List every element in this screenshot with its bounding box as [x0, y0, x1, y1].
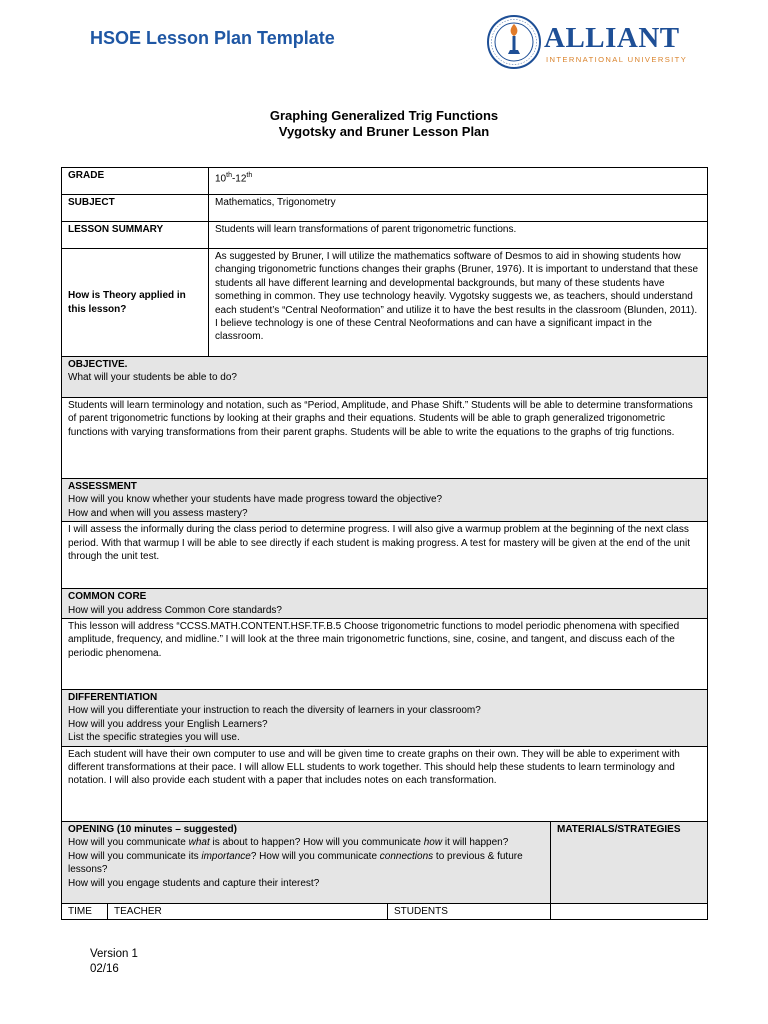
subject-label: SUBJECT [62, 195, 209, 222]
alliant-logo [486, 14, 696, 74]
lesson-summary-value: Students will learn transformations of parent trigonometric functions. [209, 222, 708, 249]
opening-question-2: How will you communicate its importance? How will you communicate connections to previous & future lessons? [68, 850, 523, 876]
document-title: Graphing Generalized Trig Functions [269, 108, 499, 123]
footer-date: 02/16 [90, 963, 119, 975]
common-core-prompt: How will you address Common Core standards? [68, 604, 282, 616]
objective-prompt: What will your students be able to do? [68, 372, 237, 384]
assessment-prompt-1: How will you know whether your students have made progress toward the objective? [68, 494, 443, 506]
differentiation-header [62, 690, 708, 747]
theory-label: How is Theory applied in this lesson? [62, 249, 209, 357]
university-seal-icon [486, 14, 542, 70]
assessment-header [62, 479, 708, 522]
differentiation-prompt-1: How will you differentiate your instruction to reach the diversity of learners in your classroom? [68, 705, 481, 717]
logo-tagline: INTERNATIONAL UNIVERSITY [546, 55, 688, 64]
assessment-prompt-2: How and when will you assess mastery? [68, 507, 248, 519]
common-core-answer: This lesson will address “CCSS.MATH.CONTENT.HSF.TF.B.5 Choose trigonometric functions to model periodic phenomena with specified amplitude, frequency, and midline.” I will look at the three main trigonometric functions, sine, cosine, and tangent, and discuss each of the periodic phenomena. [62, 619, 708, 690]
grade-value: 10th-12th [209, 168, 708, 195]
differentiation-prompt-3: List the specific strategies you will use. [68, 732, 240, 744]
common-core-header [62, 589, 708, 619]
common-core-heading: COMMON CORE [68, 591, 147, 603]
theory-value: As suggested by Bruner, I will utilize the mathematics software of Desmos to aid in showing students how changing trigonometric functions changes their graphs (Bruner, 1976). It is important to understand that these students all have different learning and developmental backgrounds, but many of these students have something in common. They use technology heavily. Vygotsky suggests we, as teachers, should understand each student’s “Central Neoformation” and utilize it to have the best results in the classroom (Blunden, 2011). I believe technology is one of these Central Neoformations and can have a significant impact in the classroom. [209, 249, 708, 357]
subject-value: Mathematics, Trigonometry [209, 195, 708, 222]
opening-question-3: How will you engage students and capture their interest? [68, 877, 320, 889]
assessment-heading: ASSESSMENT [68, 481, 137, 492]
footer [90, 947, 138, 977]
materials-strategies-heading: MATERIALS/STRATEGIES [551, 822, 708, 904]
objective-header [62, 357, 708, 398]
objective-heading: OBJECTIVE. [68, 359, 128, 370]
column-header-students: STUDENTS [388, 904, 551, 920]
opening-heading: OPENING (10 minutes – suggested) [68, 824, 237, 835]
opening-question-1: How will you communicate what is about to happen? How will you communicate how it will happen? [68, 837, 509, 849]
opening-table [61, 821, 708, 920]
logo-wordmark: ALLIANT [544, 22, 680, 54]
lesson-summary-label: LESSON SUMMARY [62, 222, 209, 249]
lesson-plan-table [61, 167, 708, 828]
template-title: HSOE Lesson Plan Template [90, 28, 335, 48]
document-subtitle: Vygotsky and Bruner Lesson Plan [278, 124, 490, 139]
objective-answer: Students will learn terminology and notation, such as “Period, Amplitude, and Phase Shift.” Students will be able to determine transformations of parent trigonometric functions by looking at their graphs and their equations. Students will be able to graph generalized trigonometric functions with varying transformations from their parent graphs. Students will be able to write the equations to the graphs of trig functions. [62, 398, 708, 479]
footer-version: Version 1 [90, 948, 138, 960]
grade-label: GRADE [62, 168, 209, 195]
column-header-time: TIME [62, 904, 108, 920]
differentiation-answer: Each student will have their own computer to use and will be given time to create graphs on their own. They will be able to experiment with different transformations at their pace. I will allow ELL students to work together. This should help these students to learn terminology and notation. I will also provide each student with a paper that includes notes on each transformation. [62, 746, 708, 827]
differentiation-heading: DIFFERENTIATION [68, 692, 158, 704]
differentiation-prompt-2: How will you address your English Learners? [68, 718, 268, 730]
assessment-answer: I will assess the informally during the class period to determine progress. I will also give a warmup problem at the beginning of the next class period. With that warmup I will be able to see directly if each student is making progress. A test for mastery will be given at the end of the unit through the unit test. [62, 522, 708, 589]
column-header-teacher: TEACHER [108, 904, 388, 920]
opening-section [62, 822, 551, 904]
column-header-materials [551, 904, 708, 920]
